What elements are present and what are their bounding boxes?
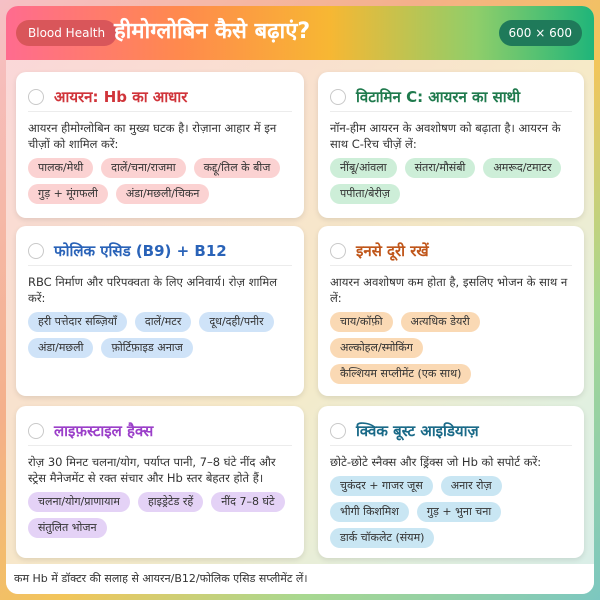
page-title: हीमोग्लोबिन कैसे बढ़ाएं? — [114, 19, 311, 44]
chip-list — [330, 476, 572, 548]
card-quick-boost — [318, 406, 584, 558]
chip: फ़ोर्टिफ़ाइड अनाज — [101, 338, 192, 358]
chip-list — [28, 312, 292, 358]
chip: गुड़ + भुना चना — [417, 502, 501, 522]
chip: कैल्शियम सप्लीमेंट (एक साथ) — [330, 364, 471, 384]
circle-icon — [330, 243, 346, 259]
size-badge: 600 × 600 — [499, 20, 583, 46]
chip-list — [330, 312, 572, 384]
chip: अंडा/मछली — [28, 338, 93, 358]
chip: पपीता/बेरीज़ — [330, 184, 400, 204]
chip: अत्यधिक डेयरी — [401, 312, 480, 332]
circle-icon — [28, 243, 44, 259]
card-description: RBC निर्माण और परिपक्वता के लिए अनिवार्य। रोज़ शामिल करें: — [28, 275, 278, 305]
chip: दूध/दही/पनीर — [199, 312, 273, 332]
card-lifestyle — [16, 406, 304, 558]
chip: अनार रोज़ — [441, 476, 502, 496]
card-description: आयरन अवशोषण कम होता है, इसलिए भोजन के साथ न लें: — [330, 275, 568, 305]
card-title: फोलिक एसिड (B9) + B12 — [54, 241, 227, 260]
circle-icon — [330, 89, 346, 105]
chip: चाय/कॉफ़ी — [330, 312, 393, 332]
chip: हरी पत्तेदार सब्ज़ियाँ — [28, 312, 127, 332]
chip-list — [28, 158, 292, 204]
chip: चुकंदर + गाजर जूस — [330, 476, 433, 496]
chip: अमरूद/टमाटर — [483, 158, 561, 178]
chip: चलना/योग/प्राणायाम — [28, 492, 130, 512]
card-description: नॉन-हीम आयरन के अवशोषण को बढ़ाता है। आयरन के साथ C-रिच चीज़ें लें: — [330, 121, 561, 151]
chip: पालक/मेथी — [28, 158, 93, 178]
card-description: छोटे-छोटे स्नैक्स और ड्रिंक्स जो Hb को सपोर्ट करें: — [330, 455, 542, 469]
chip: संतरा/मौसंबी — [405, 158, 476, 178]
card-title: आयरन: Hb का आधार — [54, 87, 188, 106]
card-title: लाइफ़स्टाइल हैक्स — [54, 421, 154, 440]
circle-icon — [28, 423, 44, 439]
chip-list — [330, 158, 572, 204]
chip: डार्क चॉकलेट (संयम) — [330, 528, 434, 548]
card-header — [28, 416, 292, 446]
card-description: रोज़ 30 मिनट चलना/योग, पर्याप्त पानी, 7–8 घंटे नींद और स्ट्रेस मैनेजमेंट से रक्त संचार और Hb स्तर बेहतर होते हैं। — [28, 455, 276, 485]
chip: अंडा/मछली/चिकन — [116, 184, 210, 204]
brand-badge: Blood Health — [16, 20, 117, 46]
chip: संतुलित भोजन — [28, 518, 107, 538]
footer-note: कम Hb में डॉक्टर की सलाह से आयरन/B12/फोलिक एसिड सप्लीमेंट लें। — [6, 564, 594, 594]
chip: नींबू/आंवला — [330, 158, 397, 178]
card-iron — [16, 72, 304, 218]
card-title: क्विक बूस्ट आइडियाज़ — [356, 421, 479, 440]
card-header — [28, 236, 292, 266]
page-frame — [6, 6, 594, 594]
card-header — [330, 416, 572, 446]
chip: कद्दू/तिल के बीज — [194, 158, 281, 178]
chip: नींद 7–8 घंटे — [211, 492, 284, 512]
card-title: विटामिन C: आयरन का साथी — [356, 87, 521, 106]
card-header — [330, 82, 572, 112]
card-description: आयरन हीमोग्लोबिन का मुख्य घटक है। रोज़ाना आहार में इन चीज़ों को शामिल करें: — [28, 121, 277, 151]
chip-list — [28, 492, 292, 538]
card-header — [330, 236, 572, 266]
chip: दालें/चना/राजमा — [101, 158, 185, 178]
chip: गुड़ + मूंगफली — [28, 184, 108, 204]
card-avoid — [318, 226, 584, 396]
card-folic-b12 — [16, 226, 304, 396]
card-title: इनसे दूरी रखें — [356, 241, 429, 260]
chip: हाइड्रेटेड रहें — [138, 492, 203, 512]
chip: अल्कोहल/स्मोकिंग — [330, 338, 423, 358]
chip: भीगी किशमिश — [330, 502, 409, 522]
circle-icon — [330, 423, 346, 439]
circle-icon — [28, 89, 44, 105]
chip: दालें/मटर — [135, 312, 191, 332]
card-header — [28, 82, 292, 112]
card-vitamin-c — [318, 72, 584, 218]
header-banner — [6, 6, 594, 60]
